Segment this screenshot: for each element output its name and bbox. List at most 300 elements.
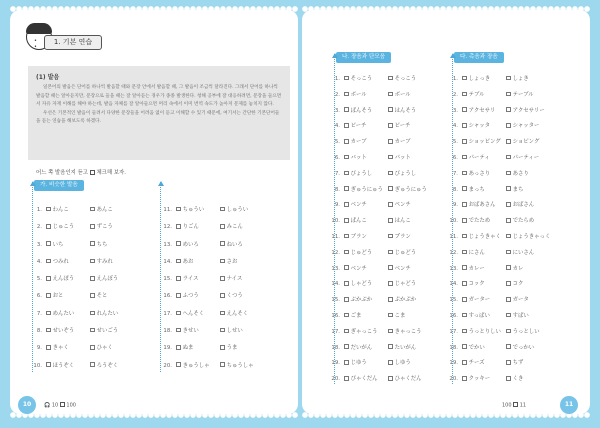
option-b[interactable] bbox=[506, 183, 523, 199]
checkbox-icon[interactable] bbox=[388, 344, 393, 349]
item-number: 5. bbox=[36, 276, 42, 283]
option-b[interactable] bbox=[220, 340, 237, 357]
checkbox-icon[interactable] bbox=[506, 123, 511, 128]
checkbox-icon[interactable] bbox=[344, 234, 349, 239]
checkbox-icon[interactable] bbox=[462, 297, 467, 302]
checkbox-icon[interactable] bbox=[506, 218, 511, 223]
checkbox-icon[interactable] bbox=[462, 171, 467, 176]
checkbox-icon[interactable] bbox=[388, 92, 393, 97]
option-a[interactable] bbox=[176, 306, 220, 323]
option-b[interactable] bbox=[220, 219, 243, 236]
checkbox-icon[interactable] bbox=[506, 92, 511, 97]
checkbox-icon[interactable] bbox=[506, 202, 511, 207]
option-a[interactable] bbox=[344, 262, 388, 278]
checkbox-icon[interactable] bbox=[220, 362, 225, 367]
option-a[interactable] bbox=[462, 135, 506, 151]
checkbox-icon[interactable] bbox=[388, 186, 393, 191]
option-b[interactable] bbox=[90, 202, 113, 219]
option-a-text: カーブ bbox=[350, 139, 367, 146]
checkbox-icon[interactable] bbox=[220, 311, 225, 316]
checkbox-icon[interactable] bbox=[388, 171, 393, 176]
character-icon: • • bbox=[26, 24, 52, 50]
checkbox-icon[interactable] bbox=[462, 202, 467, 207]
option-b-text: おばさん bbox=[512, 202, 535, 209]
checkbox-icon[interactable] bbox=[220, 293, 225, 298]
checkbox-icon[interactable] bbox=[506, 313, 511, 318]
checkbox-icon[interactable] bbox=[388, 107, 393, 112]
checkbox-icon[interactable] bbox=[388, 360, 393, 365]
checkbox-icon[interactable] bbox=[462, 107, 467, 112]
option-b[interactable] bbox=[506, 88, 534, 104]
checkbox-icon[interactable] bbox=[344, 139, 349, 144]
checkbox-icon[interactable] bbox=[344, 297, 349, 302]
option-b[interactable] bbox=[388, 356, 411, 372]
option-a[interactable] bbox=[176, 288, 220, 305]
option-b[interactable] bbox=[90, 254, 113, 271]
item-number: 12. bbox=[331, 249, 340, 256]
option-b[interactable] bbox=[506, 372, 523, 388]
option-b[interactable] bbox=[220, 202, 248, 219]
checkbox-icon[interactable] bbox=[220, 207, 225, 212]
checkbox-icon[interactable] bbox=[506, 186, 511, 191]
checkbox-icon[interactable] bbox=[462, 186, 467, 191]
checkbox-icon[interactable] bbox=[506, 139, 511, 144]
checkbox-icon[interactable] bbox=[462, 92, 467, 97]
option-b[interactable] bbox=[506, 277, 523, 293]
option-a[interactable] bbox=[46, 288, 90, 305]
option-a[interactable] bbox=[344, 372, 388, 388]
option-a[interactable] bbox=[462, 151, 506, 167]
option-a[interactable] bbox=[462, 246, 506, 262]
option-b[interactable] bbox=[220, 306, 248, 323]
option-a-text: ぴゃくだん bbox=[350, 376, 378, 383]
checkbox-icon[interactable] bbox=[90, 293, 95, 298]
option-a[interactable] bbox=[176, 271, 220, 288]
option-b[interactable] bbox=[388, 151, 411, 167]
checkbox-icon[interactable] bbox=[388, 123, 393, 128]
checkbox-icon[interactable] bbox=[46, 276, 51, 281]
checkbox-icon[interactable] bbox=[388, 234, 393, 239]
option-b-text: ピーチ bbox=[394, 123, 411, 130]
option-a[interactable] bbox=[344, 198, 388, 214]
option-b[interactable] bbox=[506, 198, 534, 214]
checkbox-icon[interactable] bbox=[462, 234, 467, 239]
option-b[interactable] bbox=[220, 323, 243, 340]
checkbox-icon[interactable] bbox=[506, 281, 511, 286]
checkbox-icon[interactable] bbox=[90, 241, 95, 246]
checkbox-icon[interactable] bbox=[462, 313, 467, 318]
option-b[interactable] bbox=[388, 167, 416, 183]
checkbox-icon[interactable] bbox=[388, 139, 393, 144]
checkbox-icon[interactable] bbox=[90, 362, 95, 367]
option-b[interactable] bbox=[388, 214, 411, 230]
option-a[interactable] bbox=[176, 202, 220, 219]
option-b[interactable] bbox=[506, 309, 529, 325]
option-b[interactable] bbox=[90, 219, 113, 236]
list-item bbox=[158, 254, 254, 271]
checkbox-icon[interactable] bbox=[344, 344, 349, 349]
option-b[interactable] bbox=[506, 325, 540, 341]
option-a[interactable] bbox=[462, 356, 506, 372]
option-a[interactable] bbox=[46, 202, 90, 219]
option-a[interactable] bbox=[344, 214, 388, 230]
option-b-text: まち bbox=[512, 186, 524, 193]
option-b[interactable] bbox=[388, 246, 416, 262]
option-b[interactable] bbox=[90, 237, 107, 254]
option-a[interactable] bbox=[344, 356, 388, 372]
option-b[interactable] bbox=[388, 135, 411, 151]
option-b[interactable] bbox=[506, 104, 545, 120]
option-a-text: ガーター bbox=[468, 297, 491, 304]
option-b[interactable] bbox=[388, 198, 411, 214]
option-b[interactable] bbox=[506, 262, 523, 278]
checkbox-icon[interactable] bbox=[46, 311, 51, 316]
option-b[interactable] bbox=[220, 237, 243, 254]
option-a[interactable] bbox=[46, 271, 90, 288]
checkbox-icon[interactable] bbox=[506, 376, 511, 381]
checkbox-icon[interactable] bbox=[46, 207, 51, 212]
option-b-text: ろうぞく bbox=[96, 362, 119, 369]
option-b[interactable] bbox=[220, 271, 242, 288]
option-a[interactable] bbox=[344, 183, 388, 199]
option-b[interactable] bbox=[506, 356, 523, 372]
checkbox-icon[interactable] bbox=[344, 281, 349, 286]
option-a[interactable] bbox=[462, 372, 506, 388]
option-a[interactable] bbox=[176, 340, 220, 357]
option-a-text: チーズ bbox=[468, 360, 485, 367]
checkbox-icon[interactable] bbox=[176, 293, 181, 298]
option-b-text: ねいろ bbox=[226, 241, 243, 248]
option-a[interactable] bbox=[46, 219, 90, 236]
option-a[interactable] bbox=[344, 72, 388, 88]
option-b[interactable] bbox=[506, 214, 534, 230]
checkbox-icon[interactable] bbox=[344, 376, 349, 381]
option-b-text: たいがん bbox=[394, 344, 417, 351]
option-b-text: うま bbox=[226, 345, 238, 352]
checkbox-icon[interactable] bbox=[388, 76, 393, 81]
item-number: 14. bbox=[331, 281, 340, 288]
option-b[interactable] bbox=[220, 358, 254, 375]
option-b[interactable] bbox=[506, 135, 539, 151]
item-number: 15. bbox=[331, 297, 340, 304]
option-b[interactable] bbox=[90, 271, 118, 288]
option-a[interactable] bbox=[176, 323, 220, 340]
checkbox-icon[interactable] bbox=[506, 250, 511, 255]
checkbox-icon[interactable] bbox=[344, 202, 349, 207]
checkbox-icon[interactable] bbox=[344, 329, 349, 334]
checkbox-icon[interactable] bbox=[220, 328, 225, 333]
checkbox-icon[interactable] bbox=[176, 259, 181, 264]
checkbox-icon[interactable] bbox=[220, 259, 225, 264]
checkbox-icon[interactable] bbox=[46, 362, 51, 367]
checkbox-icon[interactable] bbox=[176, 311, 181, 316]
option-a[interactable] bbox=[176, 358, 220, 375]
checkbox-icon[interactable] bbox=[46, 224, 51, 229]
option-b[interactable] bbox=[388, 262, 411, 278]
item-number: 12. bbox=[163, 224, 172, 231]
option-a[interactable] bbox=[462, 198, 506, 214]
checkbox-icon[interactable] bbox=[220, 345, 225, 350]
option-a[interactable] bbox=[46, 323, 90, 340]
option-b[interactable] bbox=[506, 293, 529, 309]
option-a-text: パーティ bbox=[468, 154, 490, 161]
list-item bbox=[326, 119, 427, 135]
option-b[interactable] bbox=[220, 254, 237, 271]
checkbox-icon[interactable] bbox=[462, 250, 467, 255]
checkbox-icon[interactable] bbox=[344, 123, 349, 128]
checkbox-icon[interactable] bbox=[46, 241, 51, 246]
checkbox-icon[interactable] bbox=[506, 76, 511, 81]
option-b[interactable] bbox=[388, 293, 416, 309]
checkbox-icon[interactable] bbox=[462, 139, 467, 144]
item-number: 6. bbox=[452, 154, 458, 161]
option-b[interactable] bbox=[388, 341, 416, 357]
checkbox-icon[interactable] bbox=[344, 218, 349, 223]
checkbox-icon[interactable] bbox=[90, 259, 95, 264]
option-a[interactable] bbox=[344, 88, 388, 104]
option-a[interactable] bbox=[46, 358, 90, 375]
checkbox-icon[interactable] bbox=[46, 259, 51, 264]
option-b-text: ひゃく bbox=[96, 345, 113, 352]
option-b-text: でっかい bbox=[512, 344, 535, 351]
checkbox-icon[interactable] bbox=[344, 107, 349, 112]
checkbox-icon[interactable] bbox=[506, 171, 511, 176]
item-number: 14. bbox=[449, 281, 458, 288]
option-b[interactable] bbox=[388, 325, 422, 341]
checkbox-icon[interactable] bbox=[462, 218, 467, 223]
option-a[interactable] bbox=[344, 167, 388, 183]
option-a[interactable] bbox=[344, 230, 388, 246]
option-a[interactable] bbox=[344, 309, 388, 325]
option-a[interactable] bbox=[46, 340, 90, 357]
checkbox-icon[interactable] bbox=[388, 218, 393, 223]
intro-heading: (1) 발음 bbox=[36, 74, 60, 81]
option-b[interactable] bbox=[388, 183, 427, 199]
list-item bbox=[444, 72, 550, 88]
box-icon bbox=[60, 402, 65, 407]
checkbox-icon[interactable] bbox=[506, 344, 511, 349]
list-item bbox=[444, 198, 550, 214]
option-a[interactable] bbox=[46, 254, 90, 271]
checkbox-icon[interactable] bbox=[506, 265, 511, 270]
option-b[interactable] bbox=[388, 104, 416, 120]
checkbox-icon[interactable] bbox=[462, 281, 467, 286]
option-a[interactable] bbox=[344, 104, 388, 120]
option-b[interactable] bbox=[388, 230, 411, 246]
option-a[interactable] bbox=[462, 167, 506, 183]
checkbox-icon[interactable] bbox=[344, 265, 349, 270]
option-b[interactable] bbox=[506, 246, 534, 262]
option-b-text: にいさん bbox=[512, 249, 535, 256]
checkbox-icon[interactable] bbox=[388, 281, 393, 286]
option-a[interactable] bbox=[462, 88, 506, 104]
option-a[interactable] bbox=[344, 246, 388, 262]
option-a[interactable] bbox=[462, 341, 506, 357]
option-b-text: ショピング bbox=[512, 139, 540, 146]
option-a[interactable] bbox=[46, 237, 90, 254]
checkbox-icon[interactable] bbox=[462, 344, 467, 349]
checkbox-icon[interactable] bbox=[388, 297, 393, 302]
item-number: 2. bbox=[452, 91, 458, 98]
word-list-a bbox=[28, 202, 118, 375]
checkbox-icon[interactable] bbox=[90, 311, 95, 316]
option-a[interactable] bbox=[462, 230, 506, 246]
option-a[interactable] bbox=[344, 119, 388, 135]
option-a-text: ちゅうい bbox=[182, 207, 205, 213]
checkbox-icon[interactable] bbox=[462, 376, 467, 381]
checkbox-icon[interactable] bbox=[220, 224, 225, 229]
checkbox-icon[interactable] bbox=[388, 313, 393, 318]
checkbox-icon[interactable] bbox=[344, 171, 349, 176]
list-item bbox=[326, 151, 427, 167]
option-a[interactable] bbox=[462, 214, 506, 230]
option-a-text: おと bbox=[52, 293, 64, 300]
option-b[interactable] bbox=[506, 151, 539, 167]
checkbox-icon[interactable] bbox=[344, 92, 349, 97]
item-number: 10. bbox=[449, 218, 458, 225]
option-b[interactable] bbox=[90, 340, 113, 357]
checkbox-icon[interactable] bbox=[90, 224, 95, 229]
checkbox-icon[interactable] bbox=[388, 376, 393, 381]
checkbox-icon[interactable] bbox=[462, 123, 467, 128]
option-a[interactable] bbox=[462, 119, 506, 135]
option-b[interactable] bbox=[388, 72, 416, 88]
checkbox-icon[interactable] bbox=[176, 224, 181, 229]
checkbox-icon[interactable] bbox=[462, 76, 467, 81]
checkbox-icon[interactable] bbox=[46, 328, 51, 333]
checkbox-icon[interactable] bbox=[506, 234, 511, 239]
item-number: 16. bbox=[331, 312, 340, 319]
option-a[interactable] bbox=[46, 306, 90, 323]
option-a[interactable] bbox=[344, 341, 388, 357]
option-b[interactable] bbox=[220, 288, 243, 305]
checkbox-icon[interactable] bbox=[506, 297, 511, 302]
checkbox-icon[interactable] bbox=[176, 207, 181, 212]
list-item bbox=[28, 306, 118, 323]
checkbox-icon[interactable] bbox=[46, 293, 51, 298]
option-a[interactable] bbox=[176, 219, 220, 236]
option-b[interactable] bbox=[506, 167, 529, 183]
checkbox-icon[interactable] bbox=[344, 76, 349, 81]
checkbox-icon[interactable] bbox=[388, 202, 393, 207]
checkbox-icon[interactable] bbox=[90, 207, 95, 212]
option-a[interactable] bbox=[462, 72, 506, 88]
checkbox-icon[interactable] bbox=[388, 155, 393, 160]
option-a[interactable] bbox=[462, 325, 506, 341]
checkbox-icon[interactable] bbox=[344, 186, 349, 191]
checkbox-icon[interactable] bbox=[90, 276, 95, 281]
option-a-text: きせい bbox=[182, 328, 199, 335]
list-item bbox=[326, 325, 427, 341]
checkbox-icon[interactable] bbox=[462, 329, 467, 334]
checkbox-icon[interactable] bbox=[506, 107, 511, 112]
page-footer bbox=[44, 402, 76, 408]
option-b[interactable] bbox=[90, 358, 118, 375]
checkbox-icon[interactable] bbox=[506, 360, 511, 365]
checkbox-icon[interactable] bbox=[344, 360, 349, 365]
option-b-text: ちず bbox=[512, 360, 524, 367]
checkbox-icon[interactable] bbox=[46, 345, 51, 350]
instruction-suffix: 체크해 보자. bbox=[96, 170, 126, 176]
option-a[interactable] bbox=[462, 309, 506, 325]
option-a[interactable] bbox=[462, 293, 506, 309]
checkbox-icon[interactable] bbox=[90, 328, 95, 333]
option-a[interactable] bbox=[344, 277, 388, 293]
checkbox-icon[interactable] bbox=[388, 265, 393, 270]
checkbox-icon[interactable] bbox=[388, 329, 393, 334]
checkbox-icon[interactable] bbox=[176, 241, 181, 246]
checkbox-icon[interactable] bbox=[344, 313, 349, 318]
checkbox-icon[interactable] bbox=[506, 155, 511, 160]
checkbox-icon[interactable] bbox=[388, 250, 393, 255]
item-number: 1. bbox=[36, 207, 42, 213]
checkbox-icon[interactable] bbox=[90, 345, 95, 350]
option-b[interactable] bbox=[388, 309, 405, 325]
checkbox-icon[interactable] bbox=[506, 329, 511, 334]
list-item bbox=[444, 293, 550, 309]
checkbox-icon[interactable] bbox=[176, 328, 181, 333]
option-b[interactable] bbox=[388, 88, 411, 104]
option-a[interactable] bbox=[344, 151, 388, 167]
option-b-text: はんこ bbox=[394, 218, 411, 225]
item-number: 3. bbox=[334, 107, 340, 114]
list-item bbox=[158, 323, 254, 340]
option-a[interactable] bbox=[344, 325, 388, 341]
option-b[interactable] bbox=[506, 230, 550, 246]
option-b-text: コク bbox=[512, 281, 524, 288]
option-a[interactable] bbox=[462, 104, 506, 120]
option-a[interactable] bbox=[344, 293, 388, 309]
option-b[interactable] bbox=[388, 277, 416, 293]
lesson-tag bbox=[26, 24, 108, 54]
checkbox-icon[interactable] bbox=[462, 155, 467, 160]
option-b[interactable] bbox=[90, 306, 118, 323]
checkbox-icon[interactable] bbox=[220, 276, 225, 281]
option-a[interactable] bbox=[462, 277, 506, 293]
checkbox-icon[interactable] bbox=[344, 250, 349, 255]
section-c-label: 다. 촉음과 장음 bbox=[454, 52, 504, 63]
option-a-text: ベンチ bbox=[350, 265, 367, 272]
checkbox-icon[interactable] bbox=[462, 360, 467, 365]
option-a[interactable] bbox=[176, 254, 220, 271]
option-b[interactable] bbox=[506, 119, 539, 135]
option-a-text: ばんそう bbox=[350, 107, 373, 114]
checkbox-icon[interactable] bbox=[220, 241, 225, 246]
option-b[interactable] bbox=[90, 288, 107, 305]
option-b[interactable] bbox=[90, 323, 118, 340]
option-a-text: ぎゅうにゅう bbox=[350, 186, 383, 193]
option-a-text: せいぞう bbox=[52, 328, 75, 335]
option-a[interactable] bbox=[176, 237, 220, 254]
option-b-text: ナイス bbox=[226, 276, 243, 283]
option-a[interactable] bbox=[344, 135, 388, 151]
option-b[interactable] bbox=[506, 72, 529, 88]
checkbox-icon[interactable] bbox=[462, 265, 467, 270]
list-item bbox=[326, 72, 427, 88]
option-a-text: だいがん bbox=[350, 344, 373, 351]
option-a-text: きゅうしゃ bbox=[182, 362, 210, 369]
checkbox-icon[interactable] bbox=[176, 276, 181, 281]
item-number: 8. bbox=[334, 186, 340, 193]
checkbox-icon[interactable] bbox=[176, 345, 181, 350]
option-a[interactable] bbox=[462, 262, 506, 278]
option-a[interactable] bbox=[462, 183, 506, 199]
checkbox-icon[interactable] bbox=[344, 155, 349, 160]
option-b[interactable] bbox=[506, 341, 534, 357]
option-b[interactable] bbox=[388, 372, 422, 388]
option-b[interactable] bbox=[388, 119, 411, 135]
checkbox-icon[interactable] bbox=[176, 362, 181, 367]
